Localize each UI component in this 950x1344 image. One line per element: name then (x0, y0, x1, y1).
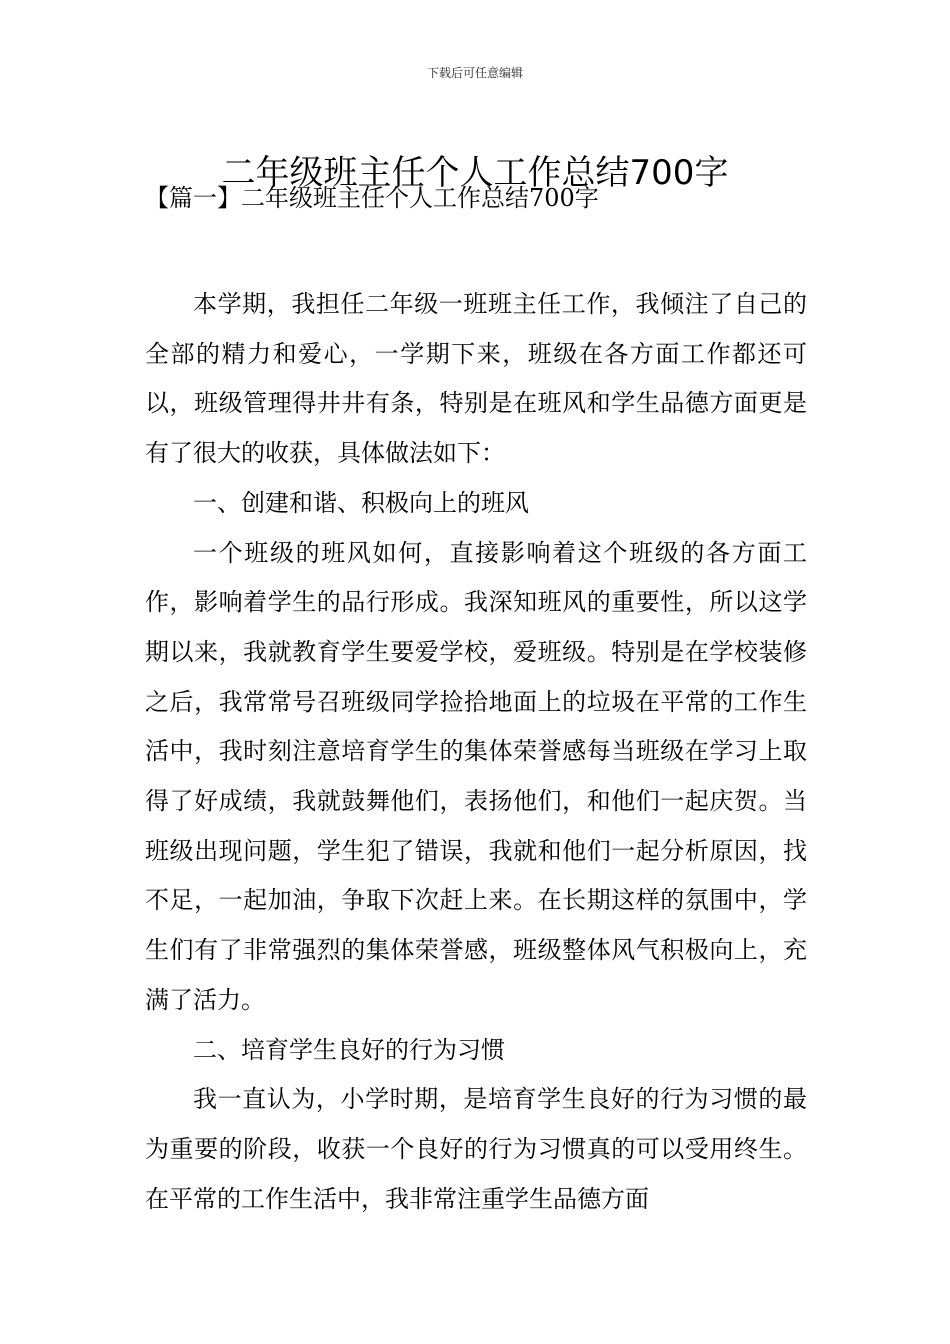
document-subtitle: 【篇一】二年级班主任个人工作总结700字 (145, 184, 599, 212)
section-1-paragraph: 一个班级的班风如何，直接影响着这个班级的各方面工作，影响着学生的品行形成。我深知班风的重要性，所以这学期以来，我就教育学生要爱学校，爱班级。特别是在学校装修之后，我常常号召班级同学捡拾地面上的垃圾在平常的工作生活中，我时刻注意培育学生的集体荣誉感每当班级在学习上取得了好成绩，我就鼓舞他们，表扬他们，和他们一起庆贺。当班级出现问题，学生犯了错误，我就和他们一起分析原因，找不足，一起加油，争取下次赶上来。在长期这样的氛围中，学生们有了非常强烈的集体荣誉感，班级整体风气积极向上，充满了活力。 (145, 538, 807, 1014)
intro-paragraph: 本学期，我担任二年级一班班主任工作，我倾注了自己的全部的精力和爱心，一学期下来，班级在各方面工作都还可以，班级管理得井井有条，特别是在班风和学生品德方面更是有了很大的收获，具体做法如下： (145, 290, 807, 468)
page-header-note: 下载后可任意编辑 (426, 66, 523, 80)
section-1-heading: 一、创建和谐、积极向上的班风 (193, 488, 529, 517)
section-2-paragraph: 我一直认为，小学时期，是培育学生良好的行为习惯的最为重要的阶段，收获一个良好的行为习惯真的可以受用终生。在平常的工作生活中，我非常注重学生品德方面 (145, 1085, 807, 1213)
section-2-heading: 二、培育学生良好的行为习惯 (193, 1035, 505, 1064)
document-title: 二年级班主任个人工作总结700字 (221, 152, 729, 193)
document-body (145, 280, 807, 1224)
